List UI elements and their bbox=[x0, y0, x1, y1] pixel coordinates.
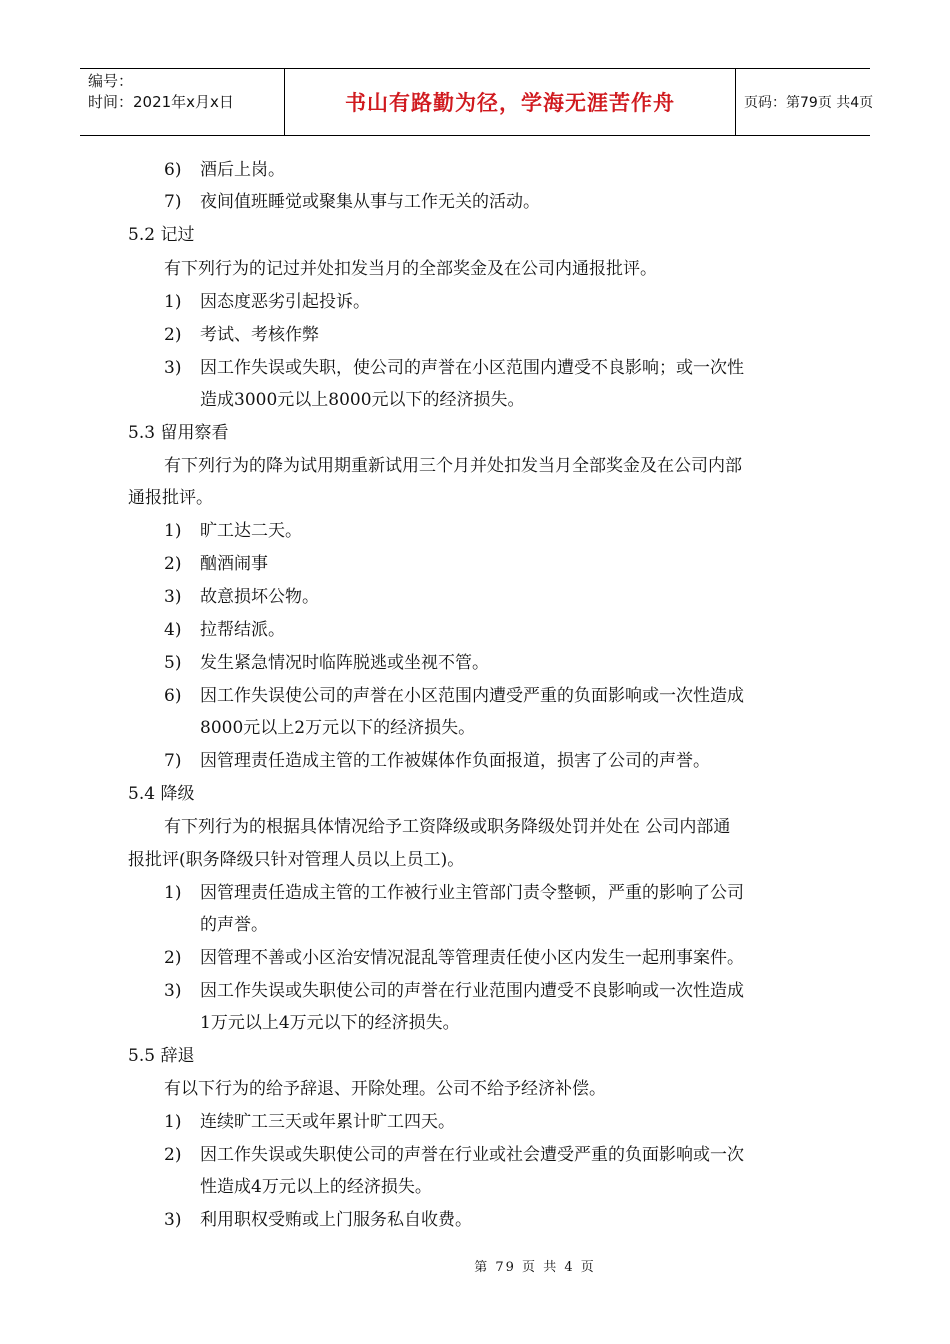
section-intro-continuation: 通报批评。 bbox=[128, 488, 213, 508]
item-text: 旷工达二天。 bbox=[200, 521, 302, 541]
section-intro: 有以下行为的给予辞退、开除处理。公司不给予经济补偿。 bbox=[164, 1079, 606, 1099]
item-text: 8000元以上2万元以下的经济损失。 bbox=[200, 718, 476, 738]
item-number: 1) bbox=[164, 883, 182, 903]
item-text: 因管理责任造成主管的工作被行业主管部门责令整顿，严重的影响了公司 bbox=[200, 883, 744, 903]
item-text: 发生紧急情况时临阵脱逃或坐视不管。 bbox=[200, 653, 489, 673]
page-footer: 第 79 页 共 4 页 bbox=[474, 1260, 596, 1275]
item-text: 造成3000元以上8000元以下的经济损失。 bbox=[200, 390, 525, 410]
header-page-info: 页码：第79页 共4页 bbox=[744, 95, 874, 111]
section-intro-continuation: 报批评(职务降级只针对管理人员以上员工)。 bbox=[128, 850, 465, 870]
section-title: 5.3 留用察看 bbox=[128, 423, 229, 443]
item-text: 因工作失误或失职使公司的声誉在行业或社会遭受严重的负面影响或一次 bbox=[200, 1145, 744, 1165]
item-text: 因工作失误使公司的声誉在小区范围内遭受严重的负面影响或一次性造成 bbox=[200, 686, 744, 706]
item-text: 因工作失误或失职，使公司的声誉在小区范围内遭受不良影响；或一次性 bbox=[200, 358, 744, 378]
item-text: 拉帮结派。 bbox=[200, 620, 285, 640]
item-text: 故意损坏公物。 bbox=[200, 587, 319, 607]
item-number: 1) bbox=[164, 292, 182, 312]
item-text: 因管理不善或小区治安情况混乱等管理责任使小区内发生一起刑事案件。 bbox=[200, 948, 744, 968]
item-number: 3) bbox=[164, 587, 182, 607]
time-label: 时间：2021年x月x日 bbox=[88, 93, 234, 111]
item-number: 7) bbox=[164, 751, 182, 771]
item-text: 考试、考核作弊 bbox=[200, 325, 319, 345]
item-text: 利用职权受贿或上门服务私自收费。 bbox=[200, 1210, 472, 1230]
item-number: 1) bbox=[164, 1112, 182, 1132]
item-text: 性造成4万元以上的经济损失。 bbox=[200, 1177, 432, 1197]
item-number: 2) bbox=[164, 1145, 182, 1165]
item-text: 夜间值班睡觉或聚集从事与工作无关的活动。 bbox=[200, 192, 540, 212]
section-intro: 有下列行为的降为试用期重新试用三个月并处扣发当月全部奖金及在公司内部 bbox=[164, 456, 742, 476]
header-left-cell bbox=[80, 69, 284, 135]
section-intro: 有下列行为的根据具体情况给予工资降级或职务降级处罚并处在 公司内部通 bbox=[164, 817, 731, 837]
item-text: 的声誉。 bbox=[200, 915, 268, 935]
item-number: 6) bbox=[164, 160, 182, 180]
item-number: 1) bbox=[164, 521, 182, 541]
section-title: 5.5 辞退 bbox=[128, 1046, 195, 1066]
item-text: 因态度恶劣引起投诉。 bbox=[200, 292, 370, 312]
item-number: 3) bbox=[164, 1210, 182, 1230]
item-number: 7) bbox=[164, 192, 182, 212]
item-text: 连续旷工三天或年累计旷工四天。 bbox=[200, 1112, 455, 1132]
item-text: 因管理责任造成主管的工作被媒体作负面报道，损害了公司的声誉。 bbox=[200, 751, 710, 771]
number-label: 编号： bbox=[88, 72, 134, 90]
item-text: 因工作失误或失职使公司的声誉在行业范围内遭受不良影响或一次性造成 bbox=[200, 981, 744, 1001]
item-number: 6) bbox=[164, 686, 182, 706]
item-number: 2) bbox=[164, 948, 182, 968]
item-number: 5) bbox=[164, 653, 182, 673]
section-title: 5.2 记过 bbox=[128, 225, 195, 245]
page-header bbox=[80, 68, 874, 136]
header-motto: 书山有路勤为径，学海无涯苦作舟 bbox=[284, 69, 736, 135]
item-text: 酒后上岗。 bbox=[200, 160, 285, 180]
item-number: 3) bbox=[164, 981, 182, 1001]
item-text: 1万元以上4万元以下的经济损失。 bbox=[200, 1013, 460, 1033]
item-text: 酗酒闹事 bbox=[200, 554, 268, 574]
item-number: 2) bbox=[164, 554, 182, 574]
item-number: 4) bbox=[164, 620, 182, 640]
section-title: 5.4 降级 bbox=[128, 784, 195, 804]
section-intro: 有下列行为的记过并处扣发当月的全部奖金及在公司内通报批评。 bbox=[164, 259, 657, 279]
item-number: 2) bbox=[164, 325, 182, 345]
item-number: 3) bbox=[164, 358, 182, 378]
